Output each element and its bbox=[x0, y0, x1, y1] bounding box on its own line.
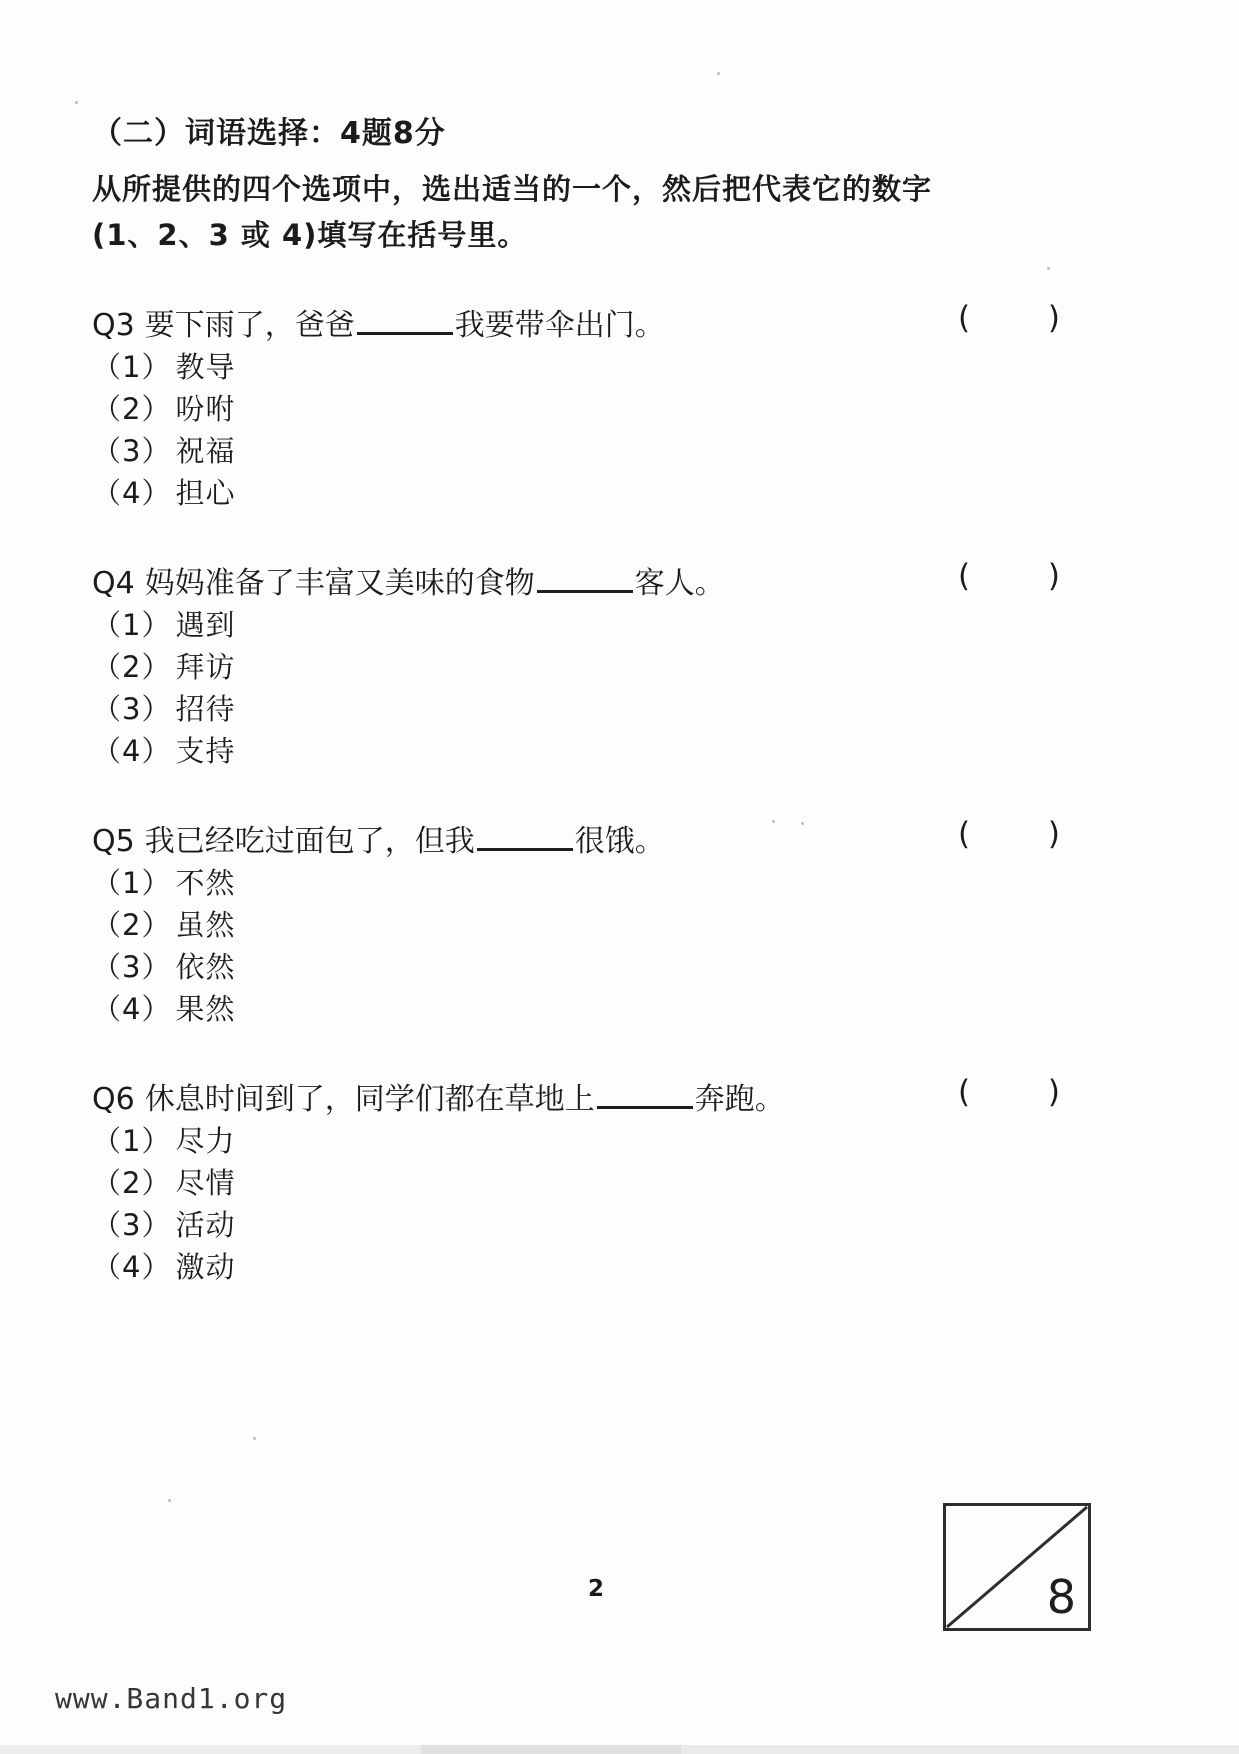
question-before-blank: 休息时间到了，同学们都在草地上 bbox=[144, 1082, 595, 1117]
option-row bbox=[92, 946, 1102, 988]
option-marker: （4） bbox=[92, 1250, 172, 1284]
option-row bbox=[92, 988, 1102, 1030]
option-marker: （1） bbox=[92, 350, 172, 384]
option-marker: （3） bbox=[92, 692, 172, 726]
exam-content bbox=[92, 108, 1102, 1288]
option-text: 依然 bbox=[175, 950, 236, 984]
scan-edge-strip bbox=[0, 1745, 1239, 1754]
option-text: 拜访 bbox=[175, 650, 236, 684]
option-marker: （4） bbox=[92, 476, 172, 510]
answer-brackets bbox=[958, 816, 1060, 852]
question-q3 bbox=[92, 300, 1102, 514]
question-text bbox=[92, 300, 1092, 346]
option-text: 教导 bbox=[175, 350, 236, 384]
instruction-line-1: 从所提供的四个选项中，选出适当的一个，然后把代表它的数字 bbox=[92, 172, 933, 206]
score-value: 8 bbox=[1046, 1570, 1076, 1624]
option-marker: （3） bbox=[92, 1208, 172, 1242]
option-marker: （2） bbox=[92, 650, 172, 684]
bracket-open: ( bbox=[958, 816, 971, 852]
question-text bbox=[92, 1074, 1092, 1120]
question-before-blank: 我已经吃过面包了，但我 bbox=[144, 824, 475, 859]
option-row bbox=[92, 604, 1102, 646]
bracket-open: ( bbox=[958, 1074, 971, 1110]
option-text: 尽力 bbox=[175, 1124, 236, 1158]
option-text: 吩咐 bbox=[175, 392, 236, 426]
option-marker: （1） bbox=[92, 866, 172, 900]
question-after-blank: 奔跑。 bbox=[694, 1082, 785, 1117]
option-marker: （4） bbox=[92, 992, 172, 1026]
answer-brackets bbox=[958, 558, 1060, 594]
option-marker: （1） bbox=[92, 1124, 172, 1158]
question-before-blank: 要下雨了，爸爸 bbox=[144, 308, 355, 343]
option-text: 激动 bbox=[175, 1250, 236, 1284]
question-text bbox=[92, 558, 1092, 604]
question-blank bbox=[477, 816, 573, 851]
bracket-close: ) bbox=[1047, 816, 1060, 852]
option-text: 虽然 bbox=[175, 908, 236, 942]
section-title: （二）词语选择：4题8分 bbox=[92, 116, 446, 151]
option-row bbox=[92, 430, 1102, 472]
question-q6 bbox=[92, 1074, 1102, 1288]
option-text: 不然 bbox=[175, 866, 236, 900]
score-box bbox=[943, 1503, 1091, 1631]
option-text: 果然 bbox=[175, 992, 236, 1026]
option-marker: （2） bbox=[92, 1166, 172, 1200]
question-number: Q6 bbox=[92, 1082, 135, 1117]
option-row bbox=[92, 388, 1102, 430]
option-text: 尽情 bbox=[175, 1166, 236, 1200]
option-row bbox=[92, 688, 1102, 730]
bracket-open: ( bbox=[958, 558, 971, 594]
question-q5 bbox=[92, 816, 1102, 1030]
question-number: Q4 bbox=[92, 566, 135, 601]
option-text: 招待 bbox=[175, 692, 236, 726]
question-blank bbox=[357, 300, 453, 335]
bracket-open: ( bbox=[958, 300, 971, 336]
option-row bbox=[92, 346, 1102, 388]
question-number: Q3 bbox=[92, 308, 135, 343]
question-before-blank: 妈妈准备了丰富又美味的食物 bbox=[144, 566, 535, 601]
option-row bbox=[92, 730, 1102, 772]
bracket-close: ) bbox=[1047, 558, 1060, 594]
option-text: 遇到 bbox=[175, 608, 236, 642]
question-blank bbox=[597, 1074, 693, 1109]
website-watermark: www.Band1.org bbox=[55, 1682, 288, 1715]
question-number: Q5 bbox=[92, 824, 135, 859]
option-row bbox=[92, 472, 1102, 514]
option-text: 活动 bbox=[175, 1208, 236, 1242]
option-marker: （3） bbox=[92, 434, 172, 468]
option-marker: （2） bbox=[92, 392, 172, 426]
question-after-blank: 我要带伞出门。 bbox=[454, 308, 665, 343]
option-text: 祝福 bbox=[175, 434, 236, 468]
bracket-close: ) bbox=[1047, 300, 1060, 336]
option-row bbox=[92, 1204, 1102, 1246]
question-after-blank: 客人。 bbox=[634, 566, 725, 601]
option-marker: （1） bbox=[92, 608, 172, 642]
option-row bbox=[92, 1120, 1102, 1162]
option-marker: （2） bbox=[92, 908, 172, 942]
option-row bbox=[92, 904, 1102, 946]
instruction-line-2: (1、2、3 或 4)填写在括号里。 bbox=[92, 218, 528, 252]
question-text bbox=[92, 816, 1092, 862]
page-number: 2 bbox=[588, 1576, 605, 1602]
question-blank bbox=[537, 558, 633, 593]
answer-brackets bbox=[958, 300, 1060, 336]
option-marker: （4） bbox=[92, 734, 172, 768]
option-marker: （3） bbox=[92, 950, 172, 984]
question-q4 bbox=[92, 558, 1102, 772]
option-row bbox=[92, 862, 1102, 904]
bracket-close: ) bbox=[1047, 1074, 1060, 1110]
option-text: 担心 bbox=[175, 476, 236, 510]
question-after-blank: 很饿。 bbox=[574, 824, 665, 859]
answer-brackets bbox=[958, 1074, 1060, 1110]
option-text: 支持 bbox=[175, 734, 236, 768]
option-row bbox=[92, 1246, 1102, 1288]
option-row bbox=[92, 1162, 1102, 1204]
option-row bbox=[92, 646, 1102, 688]
